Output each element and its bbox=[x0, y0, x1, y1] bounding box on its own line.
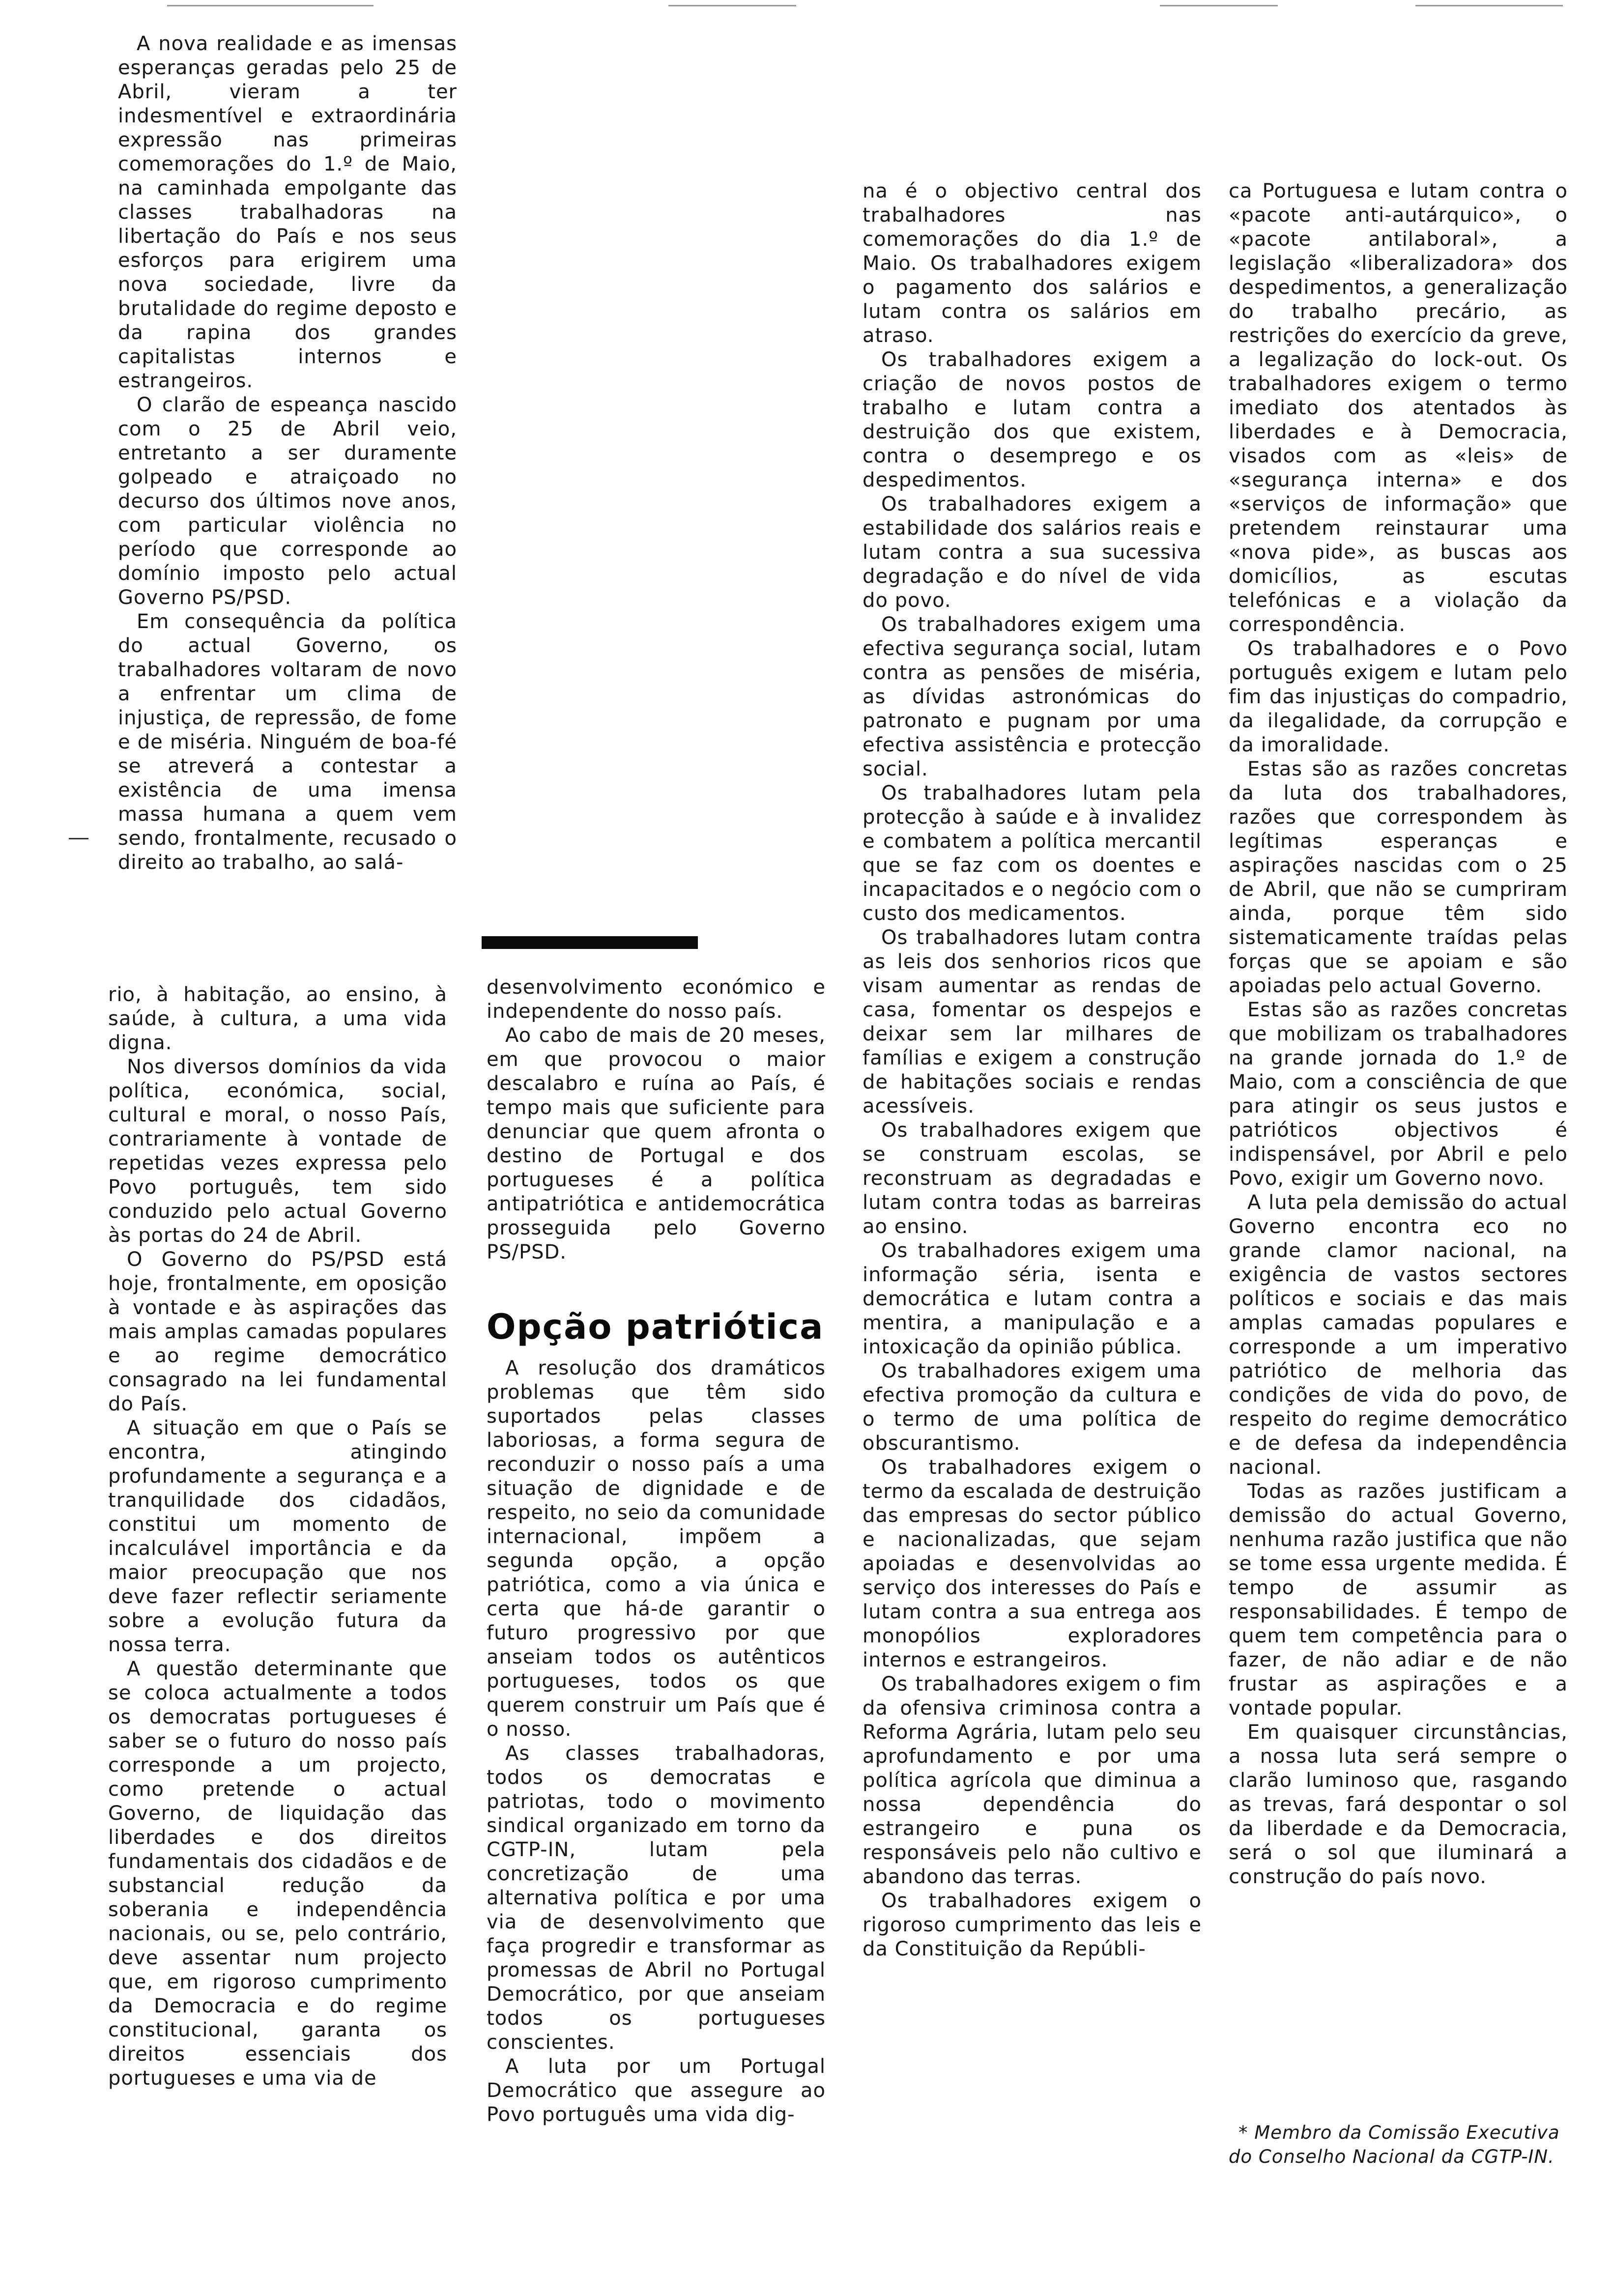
paragraph: Ao cabo de mais de 20 meses, em que provocou o maior descalabro e ruína ao País, é tempo mais que suficiente para denunciar que quem afronta o destino de Portugal e dos portugueses é a política antipatriótica e antidemocrática prosseguida pelo Governo PS/PSD. bbox=[487, 1024, 826, 1263]
paragraph: Os trabalhadores exigem o termo da escalada de destruição das empresas do sector público e nacionalizadas, que sejam apoiadas e desenvolvidas ao serviço dos interesses do País e lutam contra a sua entrega aos monopólios exploradores internos e estrangeiros. bbox=[863, 1456, 1202, 1671]
paragraph: Os trabalhadores exigem o rigoroso cumprimento das leis e da Constituição da Repúbli- bbox=[863, 1890, 1202, 1960]
paragraph: A nova realidade e as imensas esperanças geradas pelo 25 de Abril, vieram a ter indesmentível e extraordinária expressão nas primeiras comemorações do 1.º de Maio, na caminhada empolgante das classes trabalhadoras na libertação do País e nos seus esforços para erigirem uma nova sociedade, livre da brutalidade do regime deposto e da rapina dos grandes capitalistas internos e estrangeiros. bbox=[118, 32, 457, 392]
top-rule bbox=[167, 5, 374, 6]
paragraph: Em consequência da política do actual Governo, os trabalhadores voltaram de novo a enfrentar um clima de injustiça, de repressão, de fome e de miséria. Ninguém de boa-fé se atreverá a contestar a existência de uma imensa massa humana a quem vem sendo, frontalmente, recusado o direito ao trabalho, ao salá- bbox=[118, 610, 457, 874]
column-2-top bbox=[487, 976, 826, 1264]
paragraph: O Governo do PS/PSD está hoje, frontalmente, em oposição à vontade e às aspirações das mais amplas camadas populares e ao regime democrático consagrado na lei fundamental do País. bbox=[108, 1248, 447, 1415]
top-rule bbox=[1160, 5, 1278, 6]
paragraph: ca Portuguesa e lutam contra o «pacote anti-autárquico», o «pacote antilaboral», a legislação «liberalizadora» dos despedimentos, a generalização do trabalho precário, as restrições do exercício da greve, a legalização do lock-out. Os trabalhadores exigem o termo imediato dos atentados às liberdades e à Democracia, visados com as «leis» de «segurança interna» e dos «serviços de informação» que pretendem reinstaurar uma «nova pide», as buscas aos domicílios, as escutas telefónicas e a violação da correspondência. bbox=[1229, 180, 1568, 636]
column-3 bbox=[863, 179, 1202, 1961]
column-4 bbox=[1229, 179, 1568, 1889]
column-1-top bbox=[118, 32, 457, 875]
paragraph: As classes trabalhadoras, todos os democratas e patriotas, todo o movimento sindical organizado em torno da CGTP-IN, lutam pela concretização de uma alternativa política e por uma via de desenvolvimento que faça progredir e transformar as promessas de Abril no Portugal Democrático, por que anseiam todos os portugueses conscientes. bbox=[487, 1742, 826, 2054]
author-footnote bbox=[1229, 2121, 1568, 2169]
paragraph: Os trabalhadores exigem a criação de novos postos de trabalho e lutam contra a destruição dos que existem, contra o desemprego e os despedimentos. bbox=[863, 348, 1202, 491]
paragraph: Estas são as razões concretas da luta dos trabalhadores, razões que correspondem às legítimas esperanças e aspirações nascidas com o 25 de Abril, que não se cumpriram ainda, porque têm sido sistematicamente traídas pelas forças que se apoiam e são apoiadas pelo actual Governo. bbox=[1229, 758, 1568, 997]
column-2-bottom bbox=[487, 1356, 826, 2127]
paragraph: Os trabalhadores e o Povo português exigem e lutam pelo fim das injustiças do compadrio, da ilegalidade, da corrupção e da imoralidade. bbox=[1229, 637, 1568, 756]
paragraph: Nos diversos domínios da vida política, económica, social, cultural e moral, o nosso País, contrariamente à vontade de repetidas vezes expressa pelo Povo português, tem sido conduzido pelo actual Governo às portas do 24 de Abril. bbox=[108, 1056, 447, 1247]
column-1-bottom bbox=[108, 983, 447, 2091]
paragraph: Os trabalhadores exigem a estabilidade dos salários reais e lutam contra a sua sucessiva degradação e do nível de vida do povo. bbox=[863, 493, 1202, 612]
paragraph: desenvolvimento económico e independente do nosso país. bbox=[487, 976, 826, 1023]
top-rule bbox=[1415, 5, 1563, 6]
top-rule bbox=[668, 5, 796, 6]
section-heading: Opção patriótica bbox=[487, 1307, 824, 1347]
paragraph: Os trabalhadores lutam pela protecção à saúde e à invalidez e combatem a política mercantil que se faz com os doentes e incapacitados e o negócio com o custo dos medicamentos. bbox=[863, 782, 1202, 925]
paragraph: na é o objectivo central dos trabalhadores nas comemorações do dia 1.º de Maio. Os trabalhadores exigem o pagamento dos salários e lutam contra os salários em atraso. bbox=[863, 180, 1202, 347]
paragraph: Os trabalhadores exigem que se construam escolas, se reconstruam as degradadas e lutam contra todas as barreiras ao ensino. bbox=[863, 1119, 1202, 1238]
paragraph: A luta por um Portugal Democrático que assegure ao Povo português uma vida dig- bbox=[487, 2055, 826, 2126]
margin-mark bbox=[69, 838, 88, 839]
paragraph: Os trabalhadores exigem o fim da ofensiva criminosa contra a Reforma Agrária, lutam pelo seu aprofundamento e por uma política agrícola que diminua a nossa dependência do estrangeiro e puna os responsáveis pelo não cultivo e abandono das terras. bbox=[863, 1673, 1202, 1888]
paragraph: Todas as razões justificam a demissão do actual Governo, nenhuma razão justifica que não se tome essa urgente medida. É tempo de assumir as responsabilidades. É tempo de quem tem competência para o fazer, de não adiar e de não frustar as aspirações e a vontade popular. bbox=[1229, 1480, 1568, 1720]
paragraph: A situação em que o País se encontra, atingindo profundamente a segurança e a tranquilidade dos cidadãos, constitui um momento de incalculável importância e da maior preocupação que nos deve fazer reflectir seriamente sobre a evolução futura da nossa terra. bbox=[108, 1417, 447, 1656]
footnote-text: * Membro da Comissão Executiva do Conselho Nacional da CGTP-IN. bbox=[1229, 2122, 1560, 2167]
paragraph: rio, à habitação, ao ensino, à saúde, à cultura, a uma vida digna. bbox=[108, 983, 447, 1054]
paragraph: A questão determinante que se coloca actualmente a todos os democratas portugueses é saber se o futuro do nosso país corresponde a um projecto, como pretende o actual Governo, de liquidação das liberdades e dos direitos fundamentais dos cidadãos e de substancial redução da soberania e independência nacionais, ou se, pelo contrário, deve assentar num projecto que, em rigoroso cumprimento da Democracia e do regime constitucional, garanta os direitos essenciais dos portugueses e uma via de bbox=[108, 1658, 447, 2090]
paragraph: Em quaisquer circunstâncias, a nossa luta será sempre o clarão luminoso que, rasgando as trevas, fará despontar o sol da liberdade e da Democracia, será o sol que iluminará a construção do país novo. bbox=[1229, 1721, 1568, 1888]
paragraph: Os trabalhadores exigem uma efectiva segurança social, lutam contra as pensões de miséria, as dívidas astronómicas do patronato e pugnam por uma efectiva assistência e protecção social. bbox=[863, 613, 1202, 780]
paragraph: Estas são as razões concretas que mobilizam os trabalhadores na grande jornada do 1.º de Maio, com a consciência de que para atingir os seus justos e patrióticos objectivos é indispensável, por Abril e pelo Povo, exigir um Governo novo. bbox=[1229, 999, 1568, 1190]
paragraph: Os trabalhadores lutam contra as leis dos senhorios ricos que visam aumentar as rendas de casa, fomentar os despejos e deixar sem lar milhares de famílias e exigem a construção de habitações sociais e rendas acessíveis. bbox=[863, 926, 1202, 1118]
decorative-black-bar bbox=[482, 936, 698, 949]
paragraph: Os trabalhadores exigem uma informação séria, isenta e democrática e lutam contra a mentira, a manipulação e a intoxicação da opinião pública. bbox=[863, 1239, 1202, 1358]
paragraph: A luta pela demissão do actual Governo encontra eco no grande clamor nacional, na exigência de vastos sectores políticos e sociais e das mais amplas camadas populares e corresponde a um imperativo patriótico de melhoria das condições de vida do povo, de respeito do regime democrático e de defesa da independência nacional. bbox=[1229, 1191, 1568, 1479]
paragraph: Os trabalhadores exigem uma efectiva promoção da cultura e o termo de uma política de obscurantismo. bbox=[863, 1360, 1202, 1455]
paragraph: O clarão de espeança nascido com o 25 de Abril veio, entretanto a ser duramente golpeado e atraiçoado no decurso dos últimos nove anos, com particular violência no período que corresponde ao domínio imposto pelo actual Governo PS/PSD. bbox=[118, 394, 457, 609]
paragraph: A resolução dos dramáticos problemas que têm sido suportados pelas classes laboriosas, a forma segura de reconduzir o nosso país a uma situação de dignidade e de respeito, no seio da comunidade internacional, impõem a segunda opção, a opção patriótica, como a via única e certa que há-de garantir o futuro progressivo por que anseiam todos os autênticos portugueses, todos os que querem construir um País que é o nosso. bbox=[487, 1357, 826, 1741]
